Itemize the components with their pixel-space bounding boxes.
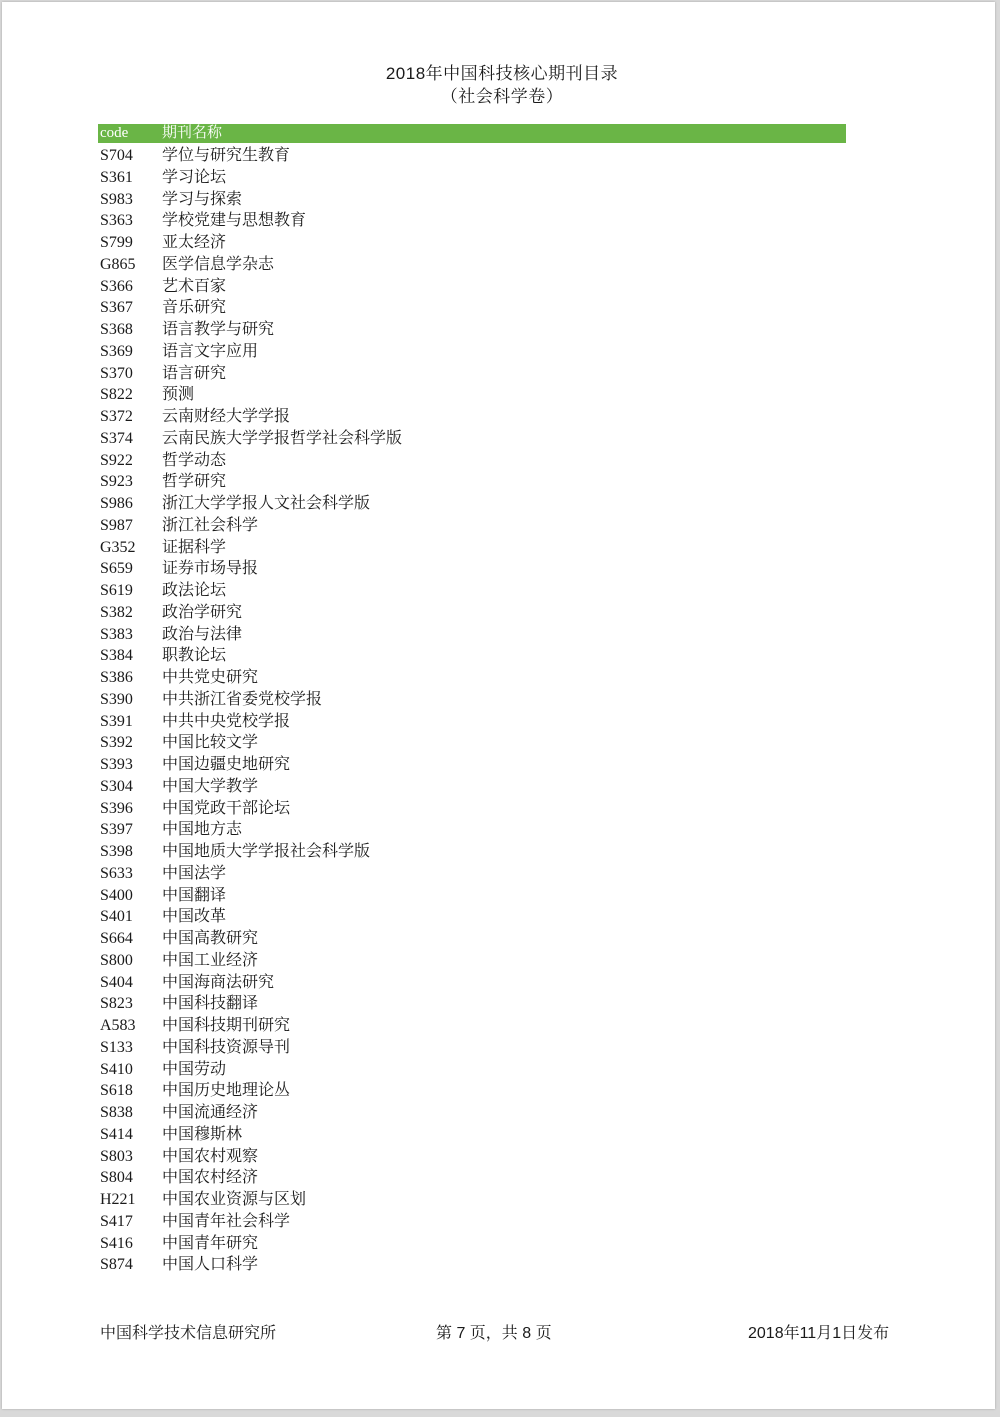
table-row [100,297,840,319]
document-page [2,2,995,1409]
journal-name: 中国人口科学 [162,1256,259,1274]
table-row [100,1015,840,1037]
journal-code: S417 [100,1212,133,1230]
journal-name: 中国穆斯林 [162,1125,243,1143]
journal-name: 浙江大学学报人文社会科学版 [162,495,371,512]
journal-name: 中共浙江省委党校学报 [162,690,323,708]
table-row [100,145,840,167]
journal-name: 中国历史地理论丛 [162,1082,291,1100]
table-row [100,406,840,428]
journal-name: 艺术百家 [162,277,227,295]
table-row [100,1146,840,1168]
page-footer [2,1322,995,1346]
journal-code: S392 [100,734,133,752]
journal-name: 语言文字应用 [162,342,259,360]
journal-code: S390 [100,690,133,708]
journal-code: S804 [100,1169,133,1187]
journal-code: H221 [100,1191,136,1208]
journal-code: S987 [100,516,133,534]
journal-code: S704 [100,147,133,164]
journal-name: 中国农村经济 [162,1169,259,1187]
table-row [100,950,840,972]
table-row [100,167,840,189]
journal-name: 中国青年社会科学 [162,1212,291,1230]
journal-name: 云南民族大学学报哲学社会科学版 [162,429,403,447]
table-row [100,1167,840,1189]
table-row [100,906,840,928]
journal-name: 语言教学与研究 [162,321,275,338]
journal-code: S382 [100,603,133,621]
journal-name: 学位与研究生教育 [162,147,291,164]
table-row [100,819,840,841]
journal-name: 浙江社会科学 [162,516,259,534]
journal-name: 中国比较文学 [162,734,259,752]
journal-code: S393 [100,756,133,773]
journal-name: 证据科学 [162,538,227,556]
journal-name: 政法论坛 [162,582,227,599]
table-row [100,537,840,559]
table-row [100,428,840,450]
table-row [100,928,840,950]
journal-code: S874 [100,1256,133,1274]
document-subtitle: （社会科学卷） [440,87,564,106]
table-row [100,471,840,493]
journal-name: 中国农村观察 [162,1147,259,1165]
journal-name: 云南财经大学学报 [162,408,291,425]
journal-code: S304 [100,777,133,795]
journal-name: 中国地方志 [162,821,243,839]
title-block [2,62,995,108]
journal-code: S383 [100,625,133,643]
journal-name: 学习论坛 [162,168,227,186]
journal-code: G865 [100,255,136,273]
table-row [100,711,840,733]
journal-name: 中国海商法研究 [162,973,275,991]
journal-code: S391 [100,712,133,730]
table-row [100,972,840,994]
header-code: code [100,125,129,141]
journal-name: 中国法学 [162,864,227,882]
table-row [100,254,840,276]
journal-code: S664 [100,930,133,947]
table-row [100,1211,840,1233]
journal-name: 预测 [162,386,195,404]
journal-name: 中国党政干部论坛 [162,799,291,817]
journal-name: 哲学研究 [162,473,227,491]
journal-name: 中国翻译 [162,886,227,904]
journal-code: S401 [100,908,133,926]
table-row [100,1233,840,1255]
journal-code: S400 [100,886,133,904]
journal-name: 中国工业经济 [162,951,259,969]
journal-name: 中国青年研究 [162,1234,259,1252]
journal-code: S922 [100,451,133,469]
table-row [100,624,840,646]
journal-list [100,145,840,1276]
table-row [100,341,840,363]
table-row [100,319,840,341]
journal-code: S800 [100,951,133,969]
table-row [100,732,840,754]
journal-name: 中国科技资源导刊 [162,1038,291,1056]
journal-name: 语言研究 [162,364,227,382]
journal-code: S618 [100,1082,133,1100]
journal-name: 中国农业资源与区划 [162,1191,307,1208]
journal-code: S404 [100,973,133,991]
journal-name: 中国改革 [162,908,227,926]
journal-code: S803 [100,1147,133,1165]
table-row [100,689,840,711]
table-row [100,1102,840,1124]
journal-name: 音乐研究 [162,299,227,317]
journal-code: S983 [100,190,133,208]
journal-name: 医学信息学杂志 [162,255,275,273]
table-row [100,210,840,232]
journal-name: 证券市场导报 [162,560,259,578]
table-row [100,558,840,580]
journal-code: S361 [100,168,133,186]
table-row [100,1037,840,1059]
journal-code: S416 [100,1234,133,1252]
journal-name: 中国科技翻译 [162,995,259,1013]
journal-name: 政治学研究 [162,603,243,621]
journal-name: 政治与法律 [162,625,243,643]
table-row [100,754,840,776]
table-row [100,384,840,406]
footer-page-number: 第 7 页，共 8 页 [436,1325,552,1342]
journal-code: S398 [100,843,133,860]
journal-code: S368 [100,321,133,338]
journal-code: S410 [100,1060,133,1078]
journal-name: 中国流通经济 [162,1104,259,1121]
journal-code: S367 [100,299,133,317]
journal-code: S414 [100,1125,133,1143]
document-title: 2018年中国科技核心期刊目录 [385,64,619,83]
table-row [100,1124,840,1146]
table-row [100,232,840,254]
table-row [100,645,840,667]
journal-code: A583 [100,1017,136,1034]
journal-name: 中国地质大学学报社会科学版 [162,843,371,860]
table-row [100,515,840,537]
table-row [100,1080,840,1102]
journal-name: 中共中央党校学报 [162,712,291,730]
table-row [100,580,840,602]
journal-code: S799 [100,234,133,251]
journal-name: 中国边疆史地研究 [162,756,291,773]
table-row [100,798,840,820]
table-header [98,124,846,143]
journal-name: 学校党建与思想教育 [162,212,307,230]
journal-name: 学习与探索 [162,190,243,208]
table-row [100,667,840,689]
journal-code: S397 [100,821,133,839]
journal-code: S133 [100,1038,133,1056]
table-row [100,276,840,298]
journal-code: S370 [100,364,133,382]
journal-code: S366 [100,277,133,295]
journal-code: S384 [100,647,133,665]
header-journal-name: 期刊名称 [162,125,223,141]
journal-code: S386 [100,669,133,686]
journal-code: S659 [100,560,133,578]
journal-code: S363 [100,212,133,230]
journal-name: 哲学动态 [162,451,227,469]
journal-code: S372 [100,408,133,425]
table-row [100,776,840,798]
journal-name: 职教论坛 [162,647,227,665]
footer-release-date: 2018年11月1日发布 [748,1325,890,1342]
table-row [100,1059,840,1081]
journal-code: S923 [100,473,133,491]
table-row [100,363,840,385]
table-row [100,450,840,472]
journal-name: 亚太经济 [162,234,227,251]
journal-name: 中国大学教学 [162,777,259,795]
journal-code: S619 [100,582,133,599]
journal-code: S369 [100,342,133,360]
journal-name: 中国科技期刊研究 [162,1017,291,1034]
journal-code: S986 [100,495,133,512]
table-row [100,993,840,1015]
table-row [100,189,840,211]
table-row [100,885,840,907]
journal-code: S374 [100,429,133,447]
table-row [100,841,840,863]
journal-code: S838 [100,1104,133,1121]
table-row [100,863,840,885]
journal-code: S823 [100,995,133,1013]
table-row [100,1189,840,1211]
journal-name: 中国劳动 [162,1060,227,1078]
journal-code: G352 [100,538,136,556]
journal-code: S822 [100,386,133,404]
footer-publisher: 中国科学技术信息研究所 [100,1325,277,1342]
table-row [100,493,840,515]
journal-name: 中共党史研究 [162,669,259,686]
journal-code: S396 [100,799,133,817]
table-row [100,1254,840,1276]
journal-name: 中国高教研究 [162,930,259,947]
journal-code: S633 [100,864,133,882]
table-row [100,602,840,624]
